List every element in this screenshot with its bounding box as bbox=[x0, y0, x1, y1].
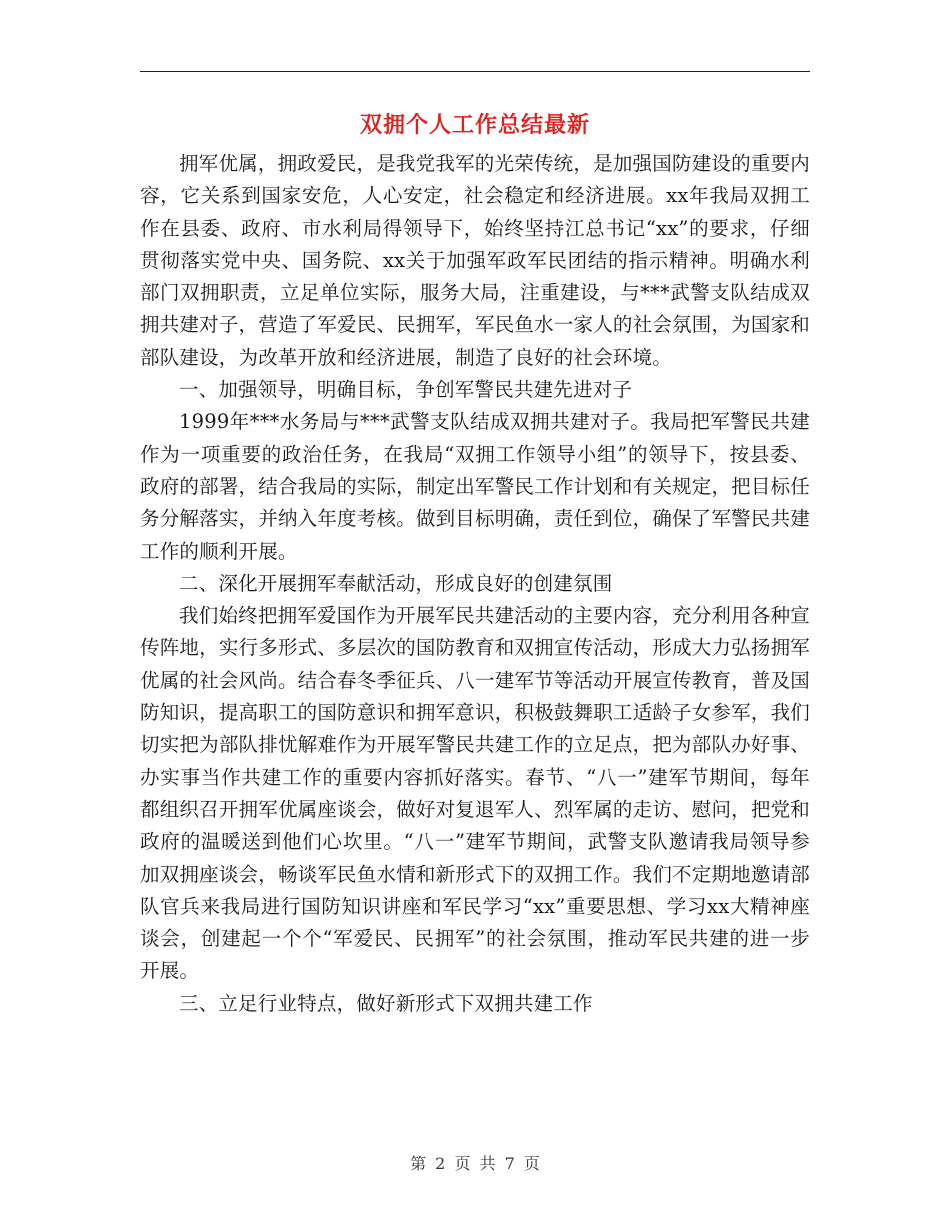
section-heading-2: 二、深化开展拥军奉献活动，形成良好的创建氛围 bbox=[179, 571, 613, 595]
section-heading-3: 三、立足行业特点，做好新形式下双拥共建工作 bbox=[179, 991, 593, 1015]
header-rule bbox=[140, 71, 810, 72]
page-number-footer: 第 2 页 共 7 页 bbox=[410, 1154, 540, 1173]
paragraph-intro: 拥军优属，拥政爱民，是我党我军的光荣传统，是加强国防建设的重要内容，它关系到国家安危，人心安定，社会稳定和经济进展。xx年我局双拥工作在县委、政府、市水利局得领导下，始终坚持江总书记“xx”的要求，仔细贯彻落实党中央、国务院、xx关于加强军政军民团结的指示精神。明确水利部门双拥职责，立足单位实际，服务大局，注重建设，与***武警支队结成双拥共建对子，营造了军爱民、民拥军，军民鱼水一家人的社会氛围，为国家和部队建设，为改革开放和经济进展，制造了良好的社会环境。 bbox=[140, 152, 810, 369]
section-heading-1: 一、加强领导，明确目标，争创军警民共建先进对子 bbox=[179, 378, 633, 402]
paragraph-section-1: 1999年***水务局与***武警支队结成双拥共建对子。我局把军警民共建作为一项重要的政治任务，在我局“双拥工作领导小组”的领导下，按县委、政府的部署，结合我局的实际，制定出军警民工作计划和有关规定，把目标任务分解落实，并纳入年度考核。做到目标明确，责任到位，确保了军警民共建工作的顺利开展。 bbox=[140, 410, 810, 563]
document-body bbox=[140, 148, 810, 1020]
paragraph-section-2: 我们始终把拥军爱国作为开展军民共建活动的主要内容，充分利用各种宣传阵地，实行多形式、多层次的国防教育和双拥宣传活动，形成大力弘扬拥军优属的社会风尚。结合春冬季征兵、八一建军节等活动开展宣传教育，普及国防知识，提高职工的国防意识和拥军意识，积极鼓舞职工适龄子女参军，我们切实把为部队排忧解难作为开展军警民共建工作的立足点，把为部队办好事、办实事当作共建工作的重要内容抓好落实。春节、“八一”建军节期间，每年都组织召开拥军优属座谈会，做好对复退军人、烈军属的走访、慰问，把党和政府的温暖送到他们心坎里。“八一”建军节期间，武警支队邀请我局领导参加双拥座谈会，畅谈军民鱼水情和新形式下的双拥工作。我们不定期地邀请部队官兵来我局进行国防知识讲座和军民学习“xx”重要思想、学习xx大精神座谈会，创建起一个个“军爱民、民拥军”的社会氛围，推动军民共建的进一步开展。 bbox=[140, 604, 810, 983]
document-title: 双拥个人工作总结最新 bbox=[359, 112, 590, 138]
